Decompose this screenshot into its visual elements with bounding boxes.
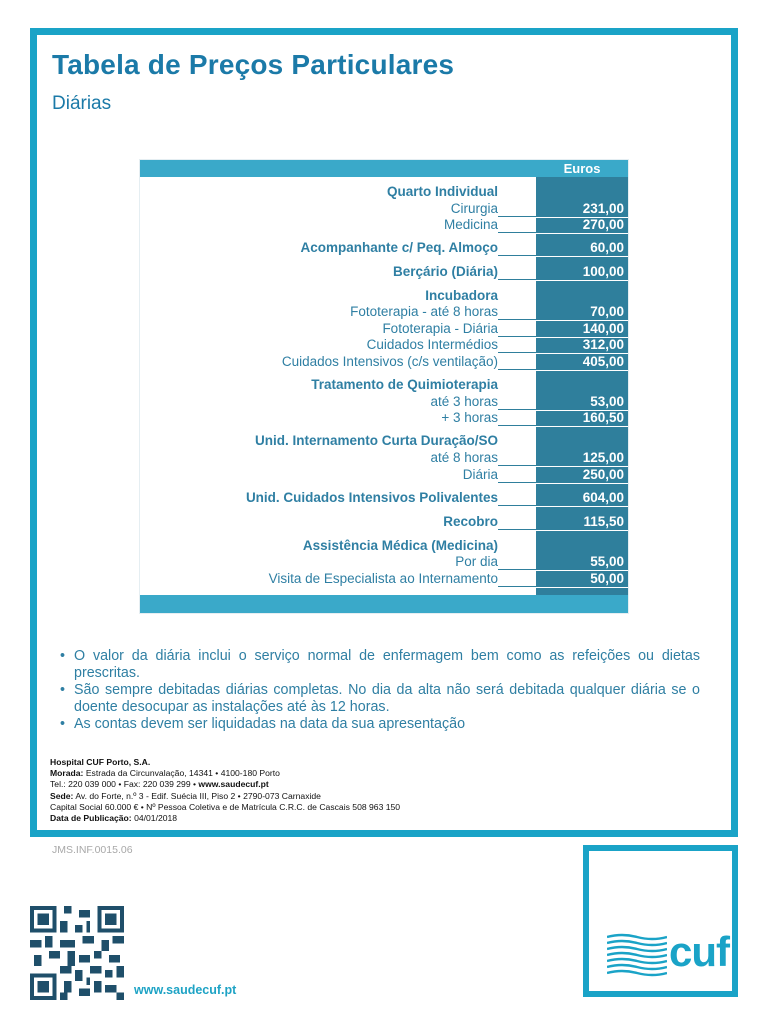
row-label: Visita de Especialista ao Internamento (268, 571, 498, 586)
row-label: + 3 horas (441, 410, 498, 425)
table-row (140, 217, 628, 233)
table-row (140, 201, 628, 217)
row-separator (536, 530, 628, 531)
table-row (140, 377, 628, 393)
hq-label: Sede: (50, 790, 74, 801)
row-label: Incubadora (425, 288, 498, 303)
table-row (140, 571, 628, 587)
row-leader-line (498, 505, 536, 506)
row-leader-line (498, 529, 536, 530)
company-name: Hospital CUF Porto, S.A. (50, 757, 151, 767)
capital-info: Capital Social 60.000 € • Nº Pessoa Coletiva e de Matrícula C.R.C. de Cascais 508 963 150 (50, 801, 401, 812)
row-leader-line (498, 465, 536, 466)
table-row (140, 184, 628, 200)
row-price: 231,00 (582, 201, 624, 216)
row-price: 100,00 (582, 264, 624, 279)
table-row (140, 354, 628, 370)
page-subtitle: Diárias (52, 93, 112, 114)
table-row (140, 554, 628, 570)
row-price: 160,50 (582, 410, 624, 425)
row-leader-line (498, 586, 536, 587)
table-row (140, 394, 628, 410)
row-price: 70,00 (590, 304, 624, 319)
row-leader-line (498, 482, 536, 483)
footer-info (50, 757, 400, 824)
table-bottom-bar (140, 595, 628, 613)
table-row (140, 337, 628, 353)
row-separator (536, 426, 628, 427)
row-price: 125,00 (582, 450, 624, 465)
notes-list (60, 648, 700, 733)
document-reference: JMS.INF.0015.06 (52, 844, 133, 856)
row-separator (536, 587, 628, 588)
row-separator (536, 370, 628, 371)
row-label: Medicina (443, 217, 498, 232)
table-row (140, 450, 628, 466)
table-row (140, 490, 628, 506)
row-price: 250,00 (582, 467, 624, 482)
row-price: 604,00 (582, 490, 624, 505)
row-label: até 3 horas (430, 394, 498, 409)
address-label: Morada: (50, 768, 84, 779)
address: Estrada da Circunvalação, 14341 • 4100-180 Porto (85, 768, 280, 779)
table-row (140, 288, 628, 304)
row-label: Fototerapia - Diária (382, 321, 498, 336)
row-label: até 8 horas (430, 450, 498, 465)
table-row (140, 264, 628, 280)
row-leader-line (498, 255, 536, 256)
row-label: Unid. Cuidados Intensivos Polivalentes (245, 490, 498, 505)
note-item: • O valor da diária inclui o serviço normal de enfermagem bem como as refeições ou dietas prescritas. (60, 648, 700, 682)
table-row (140, 240, 628, 256)
row-price: 405,00 (582, 354, 624, 369)
row-label: Recobro (443, 514, 498, 529)
row-label: Acompanhante c/ Peq. Almoço (300, 240, 498, 255)
row-price: 53,00 (590, 394, 624, 409)
footer-website-link[interactable]: www.saudecuf.pt (198, 779, 269, 790)
row-label: Cuidados Intensivos (c/s ventilação) (281, 354, 498, 369)
cuf-logo (583, 845, 738, 997)
pubdate: 04/01/2018 (134, 813, 178, 824)
price-table (140, 160, 628, 613)
row-label: Cuidados Intermédios (366, 337, 498, 352)
note-item: • São sempre debitadas diárias completas. No dia da alta não será debitada qualquer diária se o doente desocupar as instalações até às 12 horas. (60, 682, 700, 716)
row-leader-line (498, 352, 536, 353)
row-label: Tratamento de Quimioterapia (311, 377, 498, 392)
row-label: Berçário (Diária) (392, 264, 498, 279)
page-title: Tabela de Preços Particulares (52, 49, 455, 80)
table-row (140, 538, 628, 554)
note-item: • As contas devem ser liquidadas na data da sua apresentação (60, 716, 700, 733)
row-price: 60,00 (590, 240, 624, 255)
cuf-logo-text: cuf (669, 928, 729, 975)
column-header-euros: Euros (563, 161, 601, 176)
row-leader-line (498, 425, 536, 426)
row-label: Quarto Individual (386, 184, 498, 199)
table-row (140, 514, 628, 530)
row-separator (536, 483, 628, 484)
qr-code-icon (30, 906, 124, 1000)
row-separator (536, 256, 628, 257)
hq-address: Av. do Forte, n.º 3 - Edif. Suécia III, Piso 2 • 2790-073 Carnaxide (75, 790, 321, 801)
row-leader-line (498, 369, 536, 370)
table-row (140, 433, 628, 449)
table-row (140, 304, 628, 320)
row-leader-line (498, 232, 536, 233)
row-label: Diária (462, 467, 498, 482)
pubdate-label: Data de Publicação: (50, 813, 132, 824)
table-row (140, 410, 628, 426)
row-leader-line (498, 319, 536, 320)
row-separator (536, 280, 628, 281)
row-price: 312,00 (582, 337, 624, 352)
row-price: 140,00 (582, 321, 624, 336)
row-price: 115,50 (583, 514, 624, 529)
table-row (140, 321, 628, 337)
website-link[interactable]: www.saudecuf.pt (134, 983, 237, 997)
row-separator (536, 506, 628, 507)
row-label: Cirurgia (450, 201, 498, 216)
row-price: 55,00 (590, 554, 624, 569)
row-separator (536, 233, 628, 234)
row-label: Fototerapia - até 8 horas (350, 304, 498, 319)
row-price: 270,00 (582, 217, 624, 232)
row-leader-line (498, 569, 536, 570)
row-label: Por dia (455, 554, 498, 569)
row-price: 50,00 (590, 571, 624, 586)
table-row (140, 467, 628, 483)
contacts: Tel.: 220 039 000 • Fax: 220 039 299 • (50, 779, 197, 790)
row-leader-line (498, 279, 536, 280)
row-label: Unid. Internamento Curta Duração/SO (254, 433, 498, 448)
cuf-waves-icon (607, 931, 667, 977)
row-label: Assistência Médica (Medicina) (302, 538, 498, 553)
